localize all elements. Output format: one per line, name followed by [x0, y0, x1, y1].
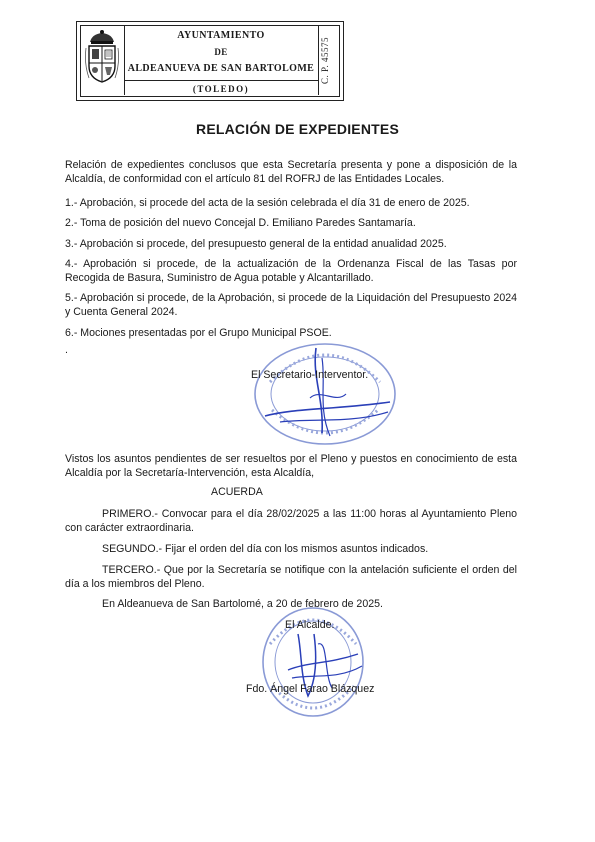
tercero-paragraph: TERCERO.- Que por la Secretaría se notifique con la antelación suficiente el orden del día a los miembros del Pleno.: [65, 564, 517, 590]
page-title: RELACIÓN DE EXPEDIENTES: [196, 121, 399, 137]
letterhead-divider: [124, 80, 318, 81]
segundo-paragraph: SEGUNDO.- Fijar el orden del día con los mismos asuntos indicados.: [102, 543, 429, 555]
letterhead-line3: ALDEANUEVA DE SAN BARTOLOME: [127, 63, 315, 74]
postal-code: C. P. 45575: [320, 36, 330, 84]
place-date: En Aldeanueva de San Bartolomé, a 20 de febrero de 2025.: [102, 598, 383, 610]
secretary-signature-label: El Secretario-Interventor.: [251, 369, 369, 381]
secretary-stamp-icon: [250, 338, 400, 450]
primero-paragraph: PRIMERO.- Convocar para el día 28/02/2025 a las 11:00 horas al Ayuntamiento Pleno con carácter extraordinaria.: [65, 508, 517, 534]
acuerda-heading: ACUERDA: [211, 486, 263, 498]
agenda-item: 4.- Aprobación si procede, de la actualización de la Ordenanza Fiscal de las Tasas por Recogida de Basura, Suministro de Agua potable y Alcantarillado.: [65, 258, 517, 284]
letterhead-divider: [318, 25, 319, 95]
mayor-signed-name: Fdo. Ángel Farao Blázquez: [246, 683, 375, 695]
agenda-item: 3.- Aprobación si procede, del presupuesto general de la entidad anualidad 2025.: [65, 238, 447, 250]
stray-dot: .: [65, 344, 68, 356]
vistos-paragraph: Vistos los asuntos pendientes de ser resueltos por el Pleno y puestos en conocimiento de esta Alcaldía por la Secretaría-Intervención, esta Alcaldía,: [65, 453, 517, 479]
letterhead-line2: DE: [214, 47, 228, 57]
agenda-item: 1.- Aprobación, si procede del acta de la sesión celebrada el día 31 de enero de 2025.: [65, 197, 470, 209]
agenda-item: 5.- Aprobación si procede, de la Aprobación, si procede de la Liquidación del Presupuesto 2024 y Cuenta General 2024.: [65, 292, 517, 318]
agenda-item: 6.- Mociones presentadas por el Grupo Municipal PSOE.: [65, 327, 332, 339]
agenda-item: 2.- Toma de posición del nuevo Concejal D. Emiliano Paredes Santamaría.: [65, 217, 416, 229]
letterhead-line4: (TOLEDO): [192, 84, 250, 94]
mayor-label: El Alcalde.: [285, 619, 335, 631]
intro-paragraph: Relación de expedientes conclusos que esta Secretaría presenta y pone a disposición de la Alcaldía, de conformidad con el artículo 81 del ROFRJ de las Entidades Locales.: [65, 159, 517, 185]
coat-of-arms-icon: [84, 28, 120, 90]
letterhead-line1: AYUNTAMIENTO: [177, 30, 265, 41]
